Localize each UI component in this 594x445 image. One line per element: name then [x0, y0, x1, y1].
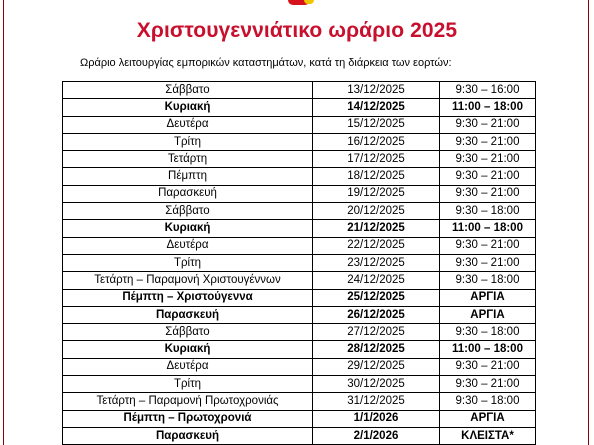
date-cell: 2/1/2026: [313, 427, 440, 444]
day-cell: Παρασκευή: [63, 306, 313, 323]
day-cell: Κυριακή: [63, 341, 313, 358]
table-row: [63, 151, 536, 168]
day-cell: Κυριακή: [63, 220, 313, 237]
hours-cell: 9:30 – 21:00: [440, 168, 536, 185]
date-cell: 22/12/2025: [313, 237, 440, 254]
hours-cell: 9:30 – 21:00: [440, 254, 536, 271]
date-cell: 20/12/2025: [313, 203, 440, 220]
date-cell: 13/12/2025: [313, 82, 440, 99]
date-cell: 27/12/2025: [313, 324, 440, 341]
hours-cell: 9:30 – 18:00: [440, 393, 536, 410]
date-cell: 31/12/2025: [313, 393, 440, 410]
day-cell: Πέμπτη – Χριστούγεννα: [63, 289, 313, 306]
day-cell: Τετάρτη – Παραμονή Χριστουγέννων: [63, 272, 313, 289]
hours-cell: 9:30 – 21:00: [440, 116, 536, 133]
table-row: [63, 272, 536, 289]
table-row: [63, 99, 536, 116]
day-cell: Τρίτη: [63, 376, 313, 393]
table-row: [63, 82, 536, 99]
table-row: [63, 341, 536, 358]
table-row: [63, 203, 536, 220]
day-cell: Σάββατο: [63, 324, 313, 341]
hours-cell: 9:30 – 16:00: [440, 82, 536, 99]
day-cell: Πέμπτη – Πρωτοχρονιά: [63, 410, 313, 427]
table-row: [63, 116, 536, 133]
date-cell: 15/12/2025: [313, 116, 440, 133]
date-cell: 29/12/2025: [313, 358, 440, 375]
day-cell: Δευτέρα: [63, 237, 313, 254]
date-cell: 24/12/2025: [313, 272, 440, 289]
date-cell: 14/12/2025: [313, 99, 440, 116]
christmas-decoration-icon: [288, 0, 310, 5]
hours-cell: 9:30 – 18:00: [440, 203, 536, 220]
table-row: [63, 427, 536, 444]
day-cell: Δευτέρα: [63, 358, 313, 375]
day-cell: Κυριακή: [63, 99, 313, 116]
date-cell: 1/1/2026: [313, 410, 440, 427]
table-row: [63, 237, 536, 254]
table-row: [63, 133, 536, 150]
date-cell: 26/12/2025: [313, 306, 440, 323]
hours-cell: 9:30 – 21:00: [440, 133, 536, 150]
date-cell: 30/12/2025: [313, 376, 440, 393]
table-row: [63, 289, 536, 306]
table-row: [63, 358, 536, 375]
hours-cell: 9:30 – 21:00: [440, 151, 536, 168]
hours-cell: 9:30 – 21:00: [440, 237, 536, 254]
hours-cell: 9:30 – 18:00: [440, 272, 536, 289]
hours-cell: 11:00 – 18:00: [440, 220, 536, 237]
hours-cell: 9:30 – 21:00: [440, 358, 536, 375]
hours-cell: 11:00 – 18:00: [440, 341, 536, 358]
day-cell: Σάββατο: [63, 82, 313, 99]
hours-cell: ΑΡΓΙΑ: [440, 410, 536, 427]
day-cell: Τρίτη: [63, 254, 313, 271]
hours-cell: ΑΡΓΙΑ: [440, 289, 536, 306]
date-cell: 28/12/2025: [313, 341, 440, 358]
table-row: [63, 376, 536, 393]
table-row: [63, 324, 536, 341]
hours-cell: 9:30 – 21:00: [440, 185, 536, 202]
hours-cell: 11:00 – 18:00: [440, 99, 536, 116]
table-row: [63, 410, 536, 427]
day-cell: Παρασκευή: [63, 185, 313, 202]
hours-cell: 9:30 – 18:00: [440, 324, 536, 341]
date-cell: 18/12/2025: [313, 168, 440, 185]
day-cell: Δευτέρα: [63, 116, 313, 133]
day-cell: Παρασκευή: [63, 427, 313, 444]
date-cell: 21/12/2025: [313, 220, 440, 237]
table-row: [63, 220, 536, 237]
hours-cell: ΚΛΕΙΣΤΑ*: [440, 427, 536, 444]
hours-cell: 9:30 – 21:00: [440, 376, 536, 393]
date-cell: 25/12/2025: [313, 289, 440, 306]
day-cell: Πέμπτη: [63, 168, 313, 185]
table-row: [63, 168, 536, 185]
table-row: [63, 185, 536, 202]
day-cell: Τρίτη: [63, 133, 313, 150]
date-cell: 16/12/2025: [313, 133, 440, 150]
day-cell: Σάββατο: [63, 203, 313, 220]
date-cell: 19/12/2025: [313, 185, 440, 202]
day-cell: Τετάρτη: [63, 151, 313, 168]
schedule-body: [63, 82, 536, 445]
hours-cell: ΑΡΓΙΑ: [440, 306, 536, 323]
page-title: Χριστουγεννιάτικο ωράριο 2025: [136, 19, 458, 42]
page-subtitle: Ωράριο λειτουργίας εμπορικών καταστημάτων, κατά τη διάρκεια των εορτών:: [80, 57, 452, 69]
table-row: [63, 393, 536, 410]
day-cell: Τετάρτη – Παραμονή Πρωτοχρονιάς: [63, 393, 313, 410]
table-row: [63, 254, 536, 271]
table-row: [63, 306, 536, 323]
date-cell: 23/12/2025: [313, 254, 440, 271]
date-cell: 17/12/2025: [313, 151, 440, 168]
holiday-schedule-table: [62, 81, 536, 445]
